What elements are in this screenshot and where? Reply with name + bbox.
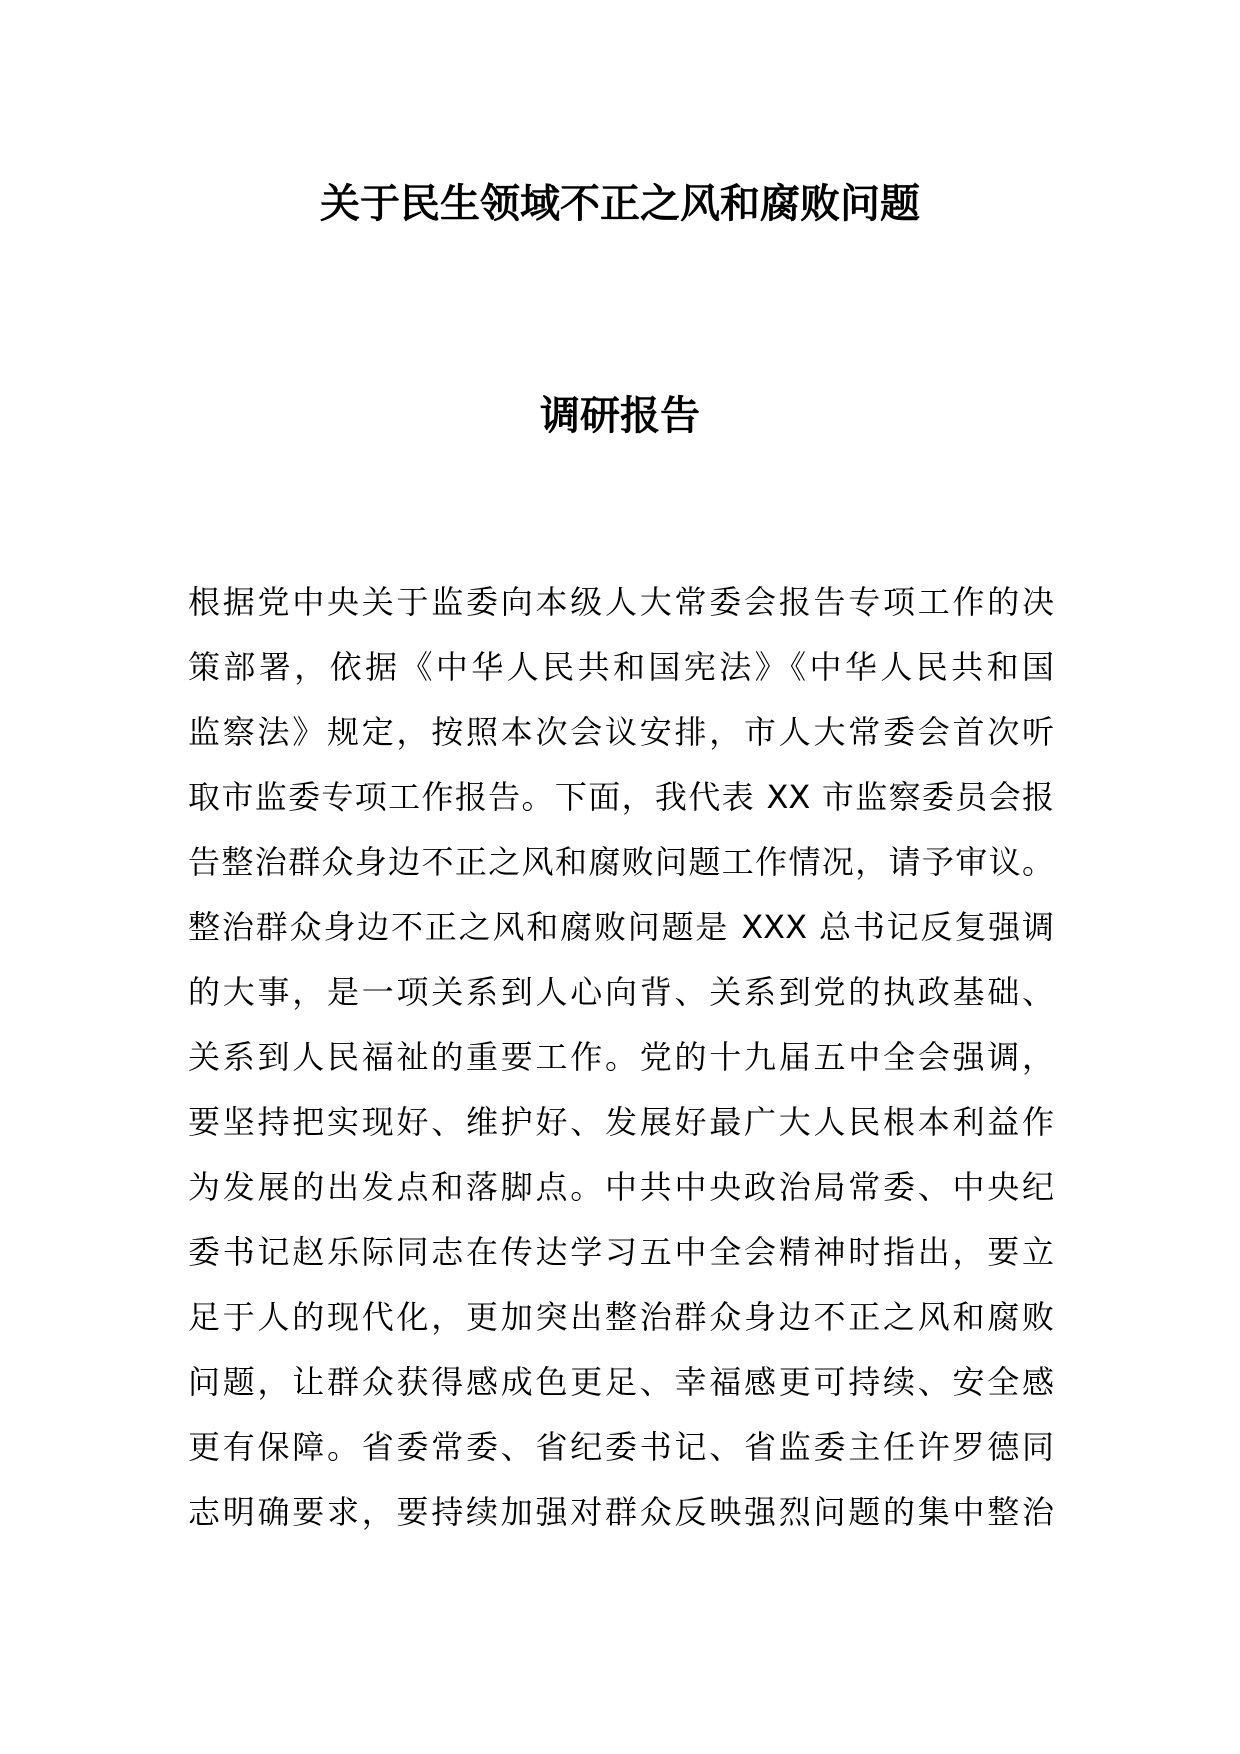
body-line: 根据党中央关于监委向本级人大常委会报告专项工作的决 <box>188 583 1054 621</box>
body-line: 要坚持把实现好、维护好、发展好最广大人民根本利益作 <box>188 1103 1054 1141</box>
body-line: 的大事，是一项关系到人心向背、关系到党的执政基础、 <box>188 973 1054 1011</box>
body-line: 策部署，依据《中华人民共和国宪法》《中华人民共和国 <box>188 648 1054 686</box>
body-line: 告整治群众身边不正之风和腐败问题工作情况，请予审议。 <box>188 843 1054 881</box>
body-line: 关系到人民福祉的重要工作。党的十九届五中全会强调， <box>188 1038 1054 1076</box>
body-line: 监察法》规定，按照本次会议安排，市人大常委会首次听 <box>188 713 1054 751</box>
document-body <box>188 570 1054 1545</box>
body-line: 整治群众身边不正之风和腐败问题是 XXX 总书记反复强调 <box>188 908 1054 946</box>
document-title-line-1: 关于民生领域不正之风和腐败问题 <box>320 181 920 227</box>
body-line: 更有保障。省委常委、省纪委书记、省监委主任许罗德同 <box>188 1428 1054 1466</box>
body-line: 问题，让群众获得感成色更足、幸福感更可持续、安全感 <box>188 1363 1054 1401</box>
body-line: 足于人的现代化，更加突出整治群众身边不正之风和腐败 <box>188 1298 1054 1336</box>
document-title-line-2: 调研报告 <box>540 393 700 439</box>
body-line: 为发展的出发点和落脚点。中共中央政治局常委、中央纪 <box>188 1168 1054 1206</box>
body-line: 志明确要求，要持续加强对群众反映强烈问题的集中整治 <box>188 1493 1054 1531</box>
body-line: 委书记赵乐际同志在传达学习五中全会精神时指出，要立 <box>188 1233 1054 1271</box>
body-line: 取市监委专项工作报告。下面，我代表 XX 市监察委员会报 <box>188 778 1054 816</box>
